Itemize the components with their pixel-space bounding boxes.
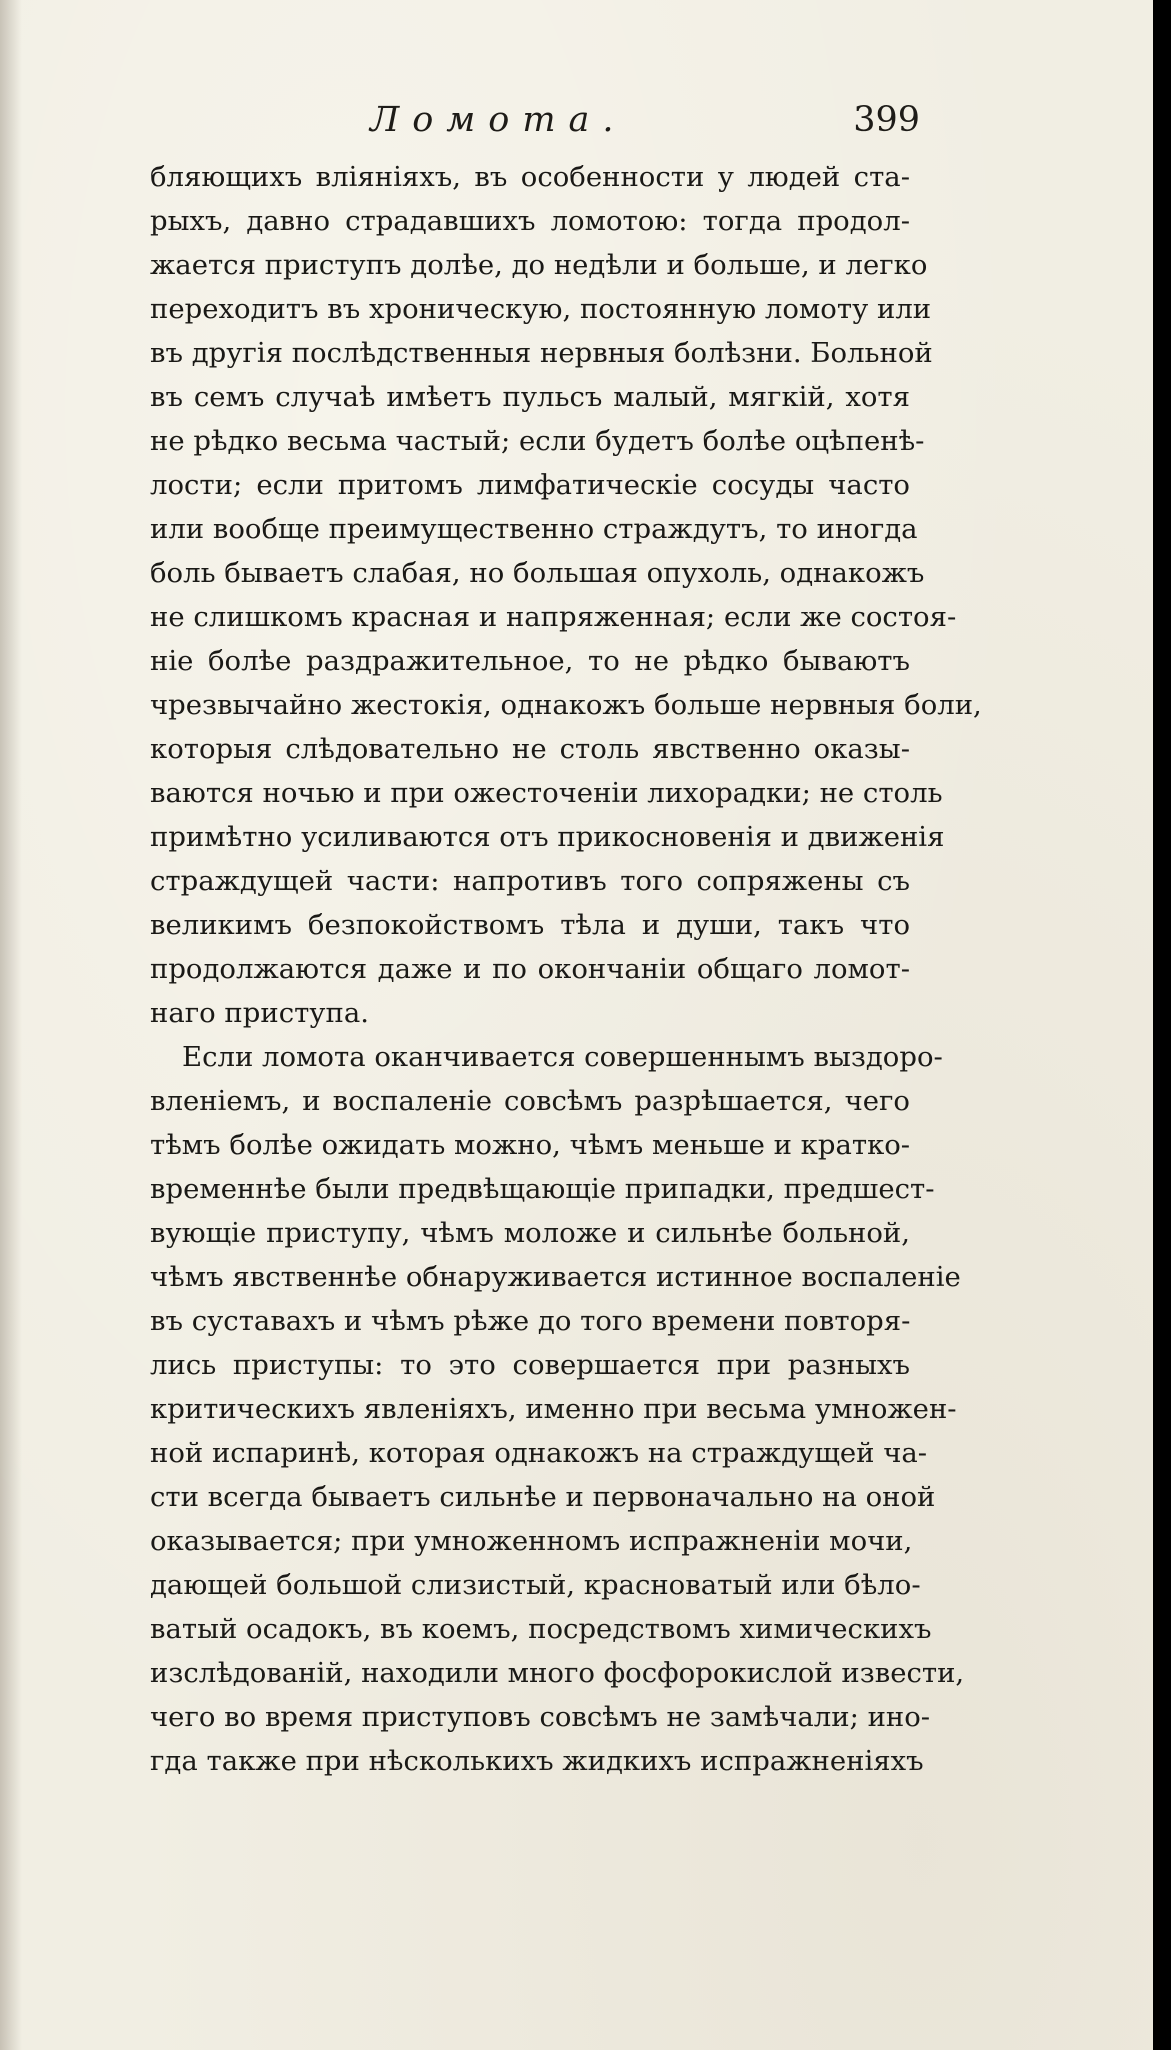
text-line: чрезвычайно жестокія, однакожъ больше нервныя боли, xyxy=(150,689,982,721)
text-line: временнѣе были предвѣщающіе припадки, предшест- xyxy=(150,1173,935,1205)
text-line: продолжаются даже и по окончаніи общаго ломот- xyxy=(150,953,910,985)
text-line: изслѣдованій, находили много фосфорокислой извести, xyxy=(150,1657,965,1689)
text-line: наго приступа. xyxy=(150,997,369,1029)
text-line: бляющихъ вліяніяхъ, въ особенности у людей ста- xyxy=(150,161,910,193)
text-line: лись приступы: то это совершается при разныхъ xyxy=(150,1349,910,1381)
page-number: 399 xyxy=(853,100,920,140)
text-line: ватый осадокъ, въ коемъ, посредствомъ химическихъ xyxy=(150,1613,932,1645)
text-line: примѣтно усиливаются отъ прикосновенія и движенія xyxy=(150,821,945,853)
text-line: великимъ безпокойствомъ тѣла и души, такъ что xyxy=(150,909,910,941)
text-line: дающей большой слизистый, красноватый или бѣло- xyxy=(150,1569,921,1601)
text-line: не слишкомъ красная и напряженная; если же состоя- xyxy=(150,601,957,633)
running-title: Ломота. xyxy=(370,100,627,140)
text-line: боль бываетъ слабая, но большая опухоль, однакожъ xyxy=(150,557,925,589)
text-line: ніе болѣе раздражительное, то не рѣдко бываютъ xyxy=(150,645,910,677)
text-line: ваются ночью и при ожесточеніи лихорадки; не столь xyxy=(150,777,943,809)
paragraph xyxy=(150,1035,965,1783)
text-line: или вообще преимущественно страждутъ, то иногда xyxy=(150,513,918,545)
text-line: Если ломота оканчивается совершеннымъ выздоро- xyxy=(182,1041,943,1073)
text-line: страждущей части: напротивъ того сопряжены съ xyxy=(150,865,910,897)
text-line: гда также при нѣсколькихъ жидкихъ испражненіяхъ xyxy=(150,1745,924,1777)
text-line: лости; если притомъ лимфатическіе сосуды часто xyxy=(150,469,910,501)
body-text xyxy=(150,155,982,1783)
text-line: критическихъ явленіяхъ, именно при весьма умножен- xyxy=(150,1393,957,1425)
paragraph xyxy=(150,155,982,1035)
text-line: въ семъ случаѣ имѣетъ пульсъ малый, мягкій, хотя xyxy=(150,381,910,413)
text-line: въ суставахъ и чѣмъ рѣже до того времени повторя- xyxy=(150,1305,911,1337)
text-line: сти всегда бываетъ сильнѣе и первоначально на оной xyxy=(150,1481,936,1513)
text-line: въ другія послѣдственныя нервныя болѣзни. Больной xyxy=(150,337,933,369)
text-line: ной испаринѣ, которая однакожъ на страждущей ча- xyxy=(150,1437,928,1469)
text-line: тѣмъ болѣе ожидать можно, чѣмъ меньше и кратко- xyxy=(150,1129,911,1161)
text-line: чего во время приступовъ совсѣмъ не замѣчали; ино- xyxy=(150,1701,931,1733)
text-line: вленіемъ, и воспаленіе совсѣмъ разрѣшается, чего xyxy=(150,1085,910,1117)
gutter-shadow xyxy=(0,0,22,2050)
text-line: которыя слѣдовательно не столь явственно оказы- xyxy=(150,733,910,765)
text-line: вующіе приступу, чѣмъ моложе и сильнѣе больной, xyxy=(150,1217,910,1249)
text-line: оказывается; при умноженномъ испражненіи мочи, xyxy=(150,1525,913,1557)
text-line: рыхъ, давно страдавшихъ ломотою: тогда продол- xyxy=(150,205,910,237)
text-line: переходитъ въ хроническую, постоянную ломоту или xyxy=(150,293,932,325)
text-line: чѣмъ явственнѣе обнаруживается истинное воспаленіе xyxy=(150,1261,961,1293)
running-head xyxy=(170,100,920,150)
text-line: жается приступъ долѣе, до недѣли и больше, и легко xyxy=(150,249,928,281)
text-line: не рѣдко весьма частый; если будетъ болѣе оцѣпенѣ- xyxy=(150,425,925,457)
